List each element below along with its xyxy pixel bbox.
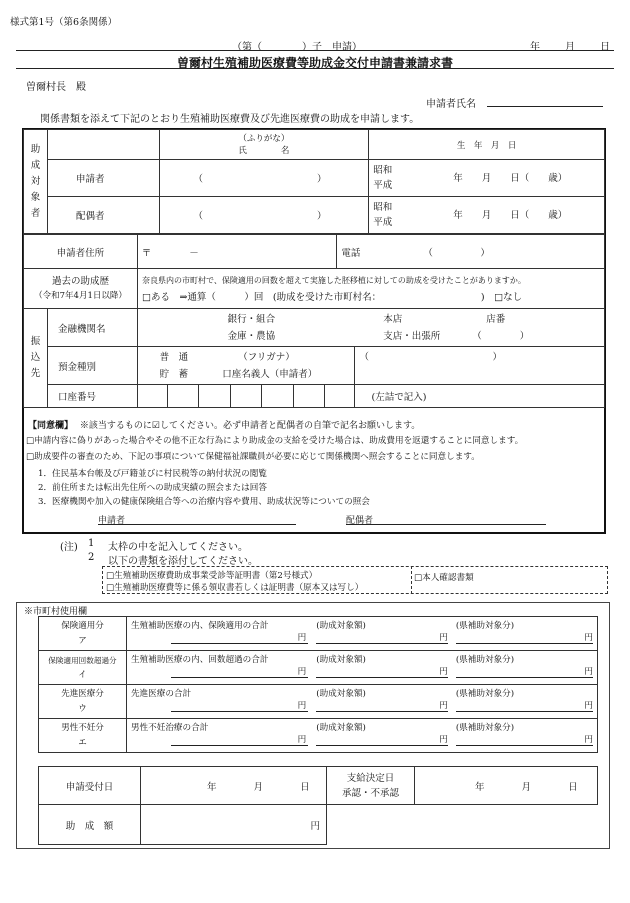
decision-date-label: 支給決定日 承認・不承認 xyxy=(327,767,415,805)
office-use-label: ※市町村使用欄 xyxy=(24,607,88,617)
subject-label: 配偶者 xyxy=(47,197,159,234)
consent-list-item: 2．前住所または転出先住所への助成実績の照会または回答 xyxy=(38,483,267,493)
office-target[interactable]: (助成対象額) 円 xyxy=(312,651,452,685)
office-row xyxy=(39,651,598,685)
receipt-date-label: 申請受付日 xyxy=(39,767,141,805)
application-round[interactable]: （第（ ）子 申請） xyxy=(232,42,362,53)
office-category: 保険適用分 ア xyxy=(39,617,127,651)
subject-row-spouse xyxy=(24,197,605,234)
office-pref[interactable]: (県補助対象分) 円 xyxy=(452,617,598,651)
office-item[interactable]: 男性不妊治療の合計 円 xyxy=(126,719,312,753)
bank-section-label: 振 込 先 xyxy=(24,309,48,408)
bank-inst-field[interactable]: 銀行・組合 本店 店番 金庫・農協 支店・出張所 （ ） xyxy=(137,309,604,347)
office-item[interactable]: 生殖補助医療の内、保険適用の合計 円 xyxy=(126,617,312,651)
office-row xyxy=(39,617,598,651)
date-year: 年 xyxy=(530,42,540,53)
attachment-checkbox-certificate[interactable]: □生殖補助医療費助成事業受診等証明書（第2号様式） xyxy=(106,571,318,581)
history-label: 過去の助成歴 （令和7年4月1日以降） xyxy=(24,269,138,309)
office-target[interactable]: (助成対象額) 円 xyxy=(312,685,452,719)
receipt-date-field[interactable]: 年 月 日 xyxy=(141,767,327,805)
consent-checkbox-inquiry[interactable]: □助成要件の審査のため、下記の事項について保健福祉課職員が必要に応じて関係機関へ照会することに同意します。 xyxy=(26,452,480,462)
office-pref[interactable]: (県補助対象分) 円 xyxy=(452,719,598,753)
decision-date-field[interactable]: 年 月 日 xyxy=(415,767,598,805)
applicant-name-label: 申請者氏名 xyxy=(426,99,476,110)
page-title: 曽爾村生殖補助医療費等助成金交付申請書兼請求書 xyxy=(176,56,453,70)
office-item[interactable]: 先進医療の合計 円 xyxy=(126,685,312,719)
sign-applicant-field[interactable] xyxy=(98,524,296,525)
birth-header: 生 年 月 日 xyxy=(369,130,605,160)
office-category: 男性不妊分 エ xyxy=(39,719,127,753)
attachment-divider xyxy=(411,566,412,594)
holder-input[interactable]: （ ） xyxy=(355,347,605,385)
consent-list-item: 1．住民基本台帳及び戸籍並びに村民税等の納付状況の閲覧 xyxy=(38,469,267,479)
address-table xyxy=(23,234,605,269)
grant-amount-label: 助 成 額 xyxy=(39,805,141,845)
addressee: 曽爾村長 殿 xyxy=(26,82,86,93)
note-2-number: 2 xyxy=(88,552,95,563)
deposit-field[interactable]: 普 通 （フリガナ） 貯 蓄 口座名義人（申請者） xyxy=(137,347,355,385)
history-table xyxy=(23,268,605,309)
intro-text: 関係書類を添えて下記のとおり生殖補助医療費及び先進医療費の助成を申請します。 xyxy=(40,114,420,125)
name-header: （ふりがな） 氏 名 xyxy=(159,130,369,160)
consent-checkbox-refund[interactable]: □申請内容に偽りがあった場合やその他不正な行為により助成金の支給を受けた場合は、助成費用を返還することに同意します。 xyxy=(26,436,524,446)
note-1-number: 1 xyxy=(88,538,95,549)
bank-inst-label: 金融機関名 xyxy=(47,309,137,347)
bank-table xyxy=(23,308,605,408)
grant-amount-field[interactable]: 円 xyxy=(141,805,327,845)
office-row xyxy=(39,719,598,753)
office-target[interactable]: (助成対象額) 円 xyxy=(312,719,452,753)
sign-spouse-label: 配偶者 xyxy=(346,516,374,526)
attachment-checkbox-id[interactable]: □本人確認書類 xyxy=(414,573,474,583)
office-row xyxy=(39,685,598,719)
sign-applicant-label: 申請者 xyxy=(98,516,126,526)
form-number: 様式第1号（第6条関係） xyxy=(10,17,118,28)
sign-spouse-field[interactable] xyxy=(346,524,546,525)
header-rule xyxy=(16,50,614,51)
consent-list-item: 3．医療機関や加入の健康保険組合等への治療内容や費用、助成状況等についての照会 xyxy=(38,497,370,507)
office-category: 先進医療分 ウ xyxy=(39,685,127,719)
note-2: 以下の書類を添付してください。 xyxy=(108,556,258,567)
date-day: 日 xyxy=(600,42,610,53)
subject-label: 申請者 xyxy=(47,160,159,197)
history-field[interactable]: 奈良県内の市町村で、保険適用の回数を超えて実施した胚移植に対しての助成を受けたことがありますか。 □ある ⇒通算（ ）回 (助成を受けた市町村名： ) □なし xyxy=(138,269,605,309)
address-label: 申請者住所 xyxy=(24,235,138,269)
office-pref[interactable]: (県補助対象分) 円 xyxy=(452,685,598,719)
account-note: (左詰で記入) xyxy=(355,385,605,408)
applicant-name-field[interactable] xyxy=(487,106,603,107)
account-number-boxes[interactable] xyxy=(137,385,355,408)
applicant-birth-input[interactable]: 昭和 平成 年 月 日（ 歳） xyxy=(369,160,605,197)
note-label: (注) xyxy=(60,542,78,553)
office-decision-table xyxy=(38,766,598,845)
date-month: 月 xyxy=(565,42,575,53)
note-1: 太枠の中を記入してください。 xyxy=(108,542,248,553)
office-target[interactable]: (助成対象額) 円 xyxy=(312,617,452,651)
account-label: 口座番号 xyxy=(47,385,137,408)
office-amount-table xyxy=(38,616,598,753)
deposit-label: 預金種別 xyxy=(47,347,137,385)
office-pref[interactable]: (県補助対象分) 円 xyxy=(452,651,598,685)
subject-table xyxy=(23,129,605,234)
title-rule xyxy=(16,68,614,69)
office-item[interactable]: 生殖補助医療の内、回数超過の合計 円 xyxy=(126,651,312,685)
office-category: 保険適用回数超過分 イ xyxy=(39,651,127,685)
phone-field[interactable]: 電話 （ ） xyxy=(337,235,605,269)
postal-input[interactable]: 〒 － xyxy=(137,235,337,269)
consent-heading-row: 【同意欄】 ※該当するものに☑してください。必ず申請者と配偶者の自筆で記名お願いします。 xyxy=(28,421,421,431)
applicant-name-input[interactable]: （ ） xyxy=(159,160,369,197)
spouse-birth-input[interactable]: 昭和 平成 年 月 日（ 歳） xyxy=(369,197,605,234)
attachment-checkbox-receipt[interactable]: □生殖補助医療費等に係る領収書若しくは証明書（原本又は写し） xyxy=(106,583,364,593)
subject-row-applicant xyxy=(24,160,605,197)
spouse-name-input[interactable]: （ ） xyxy=(159,197,369,234)
subject-section-label: 助 成 対 象 者 xyxy=(24,130,48,234)
